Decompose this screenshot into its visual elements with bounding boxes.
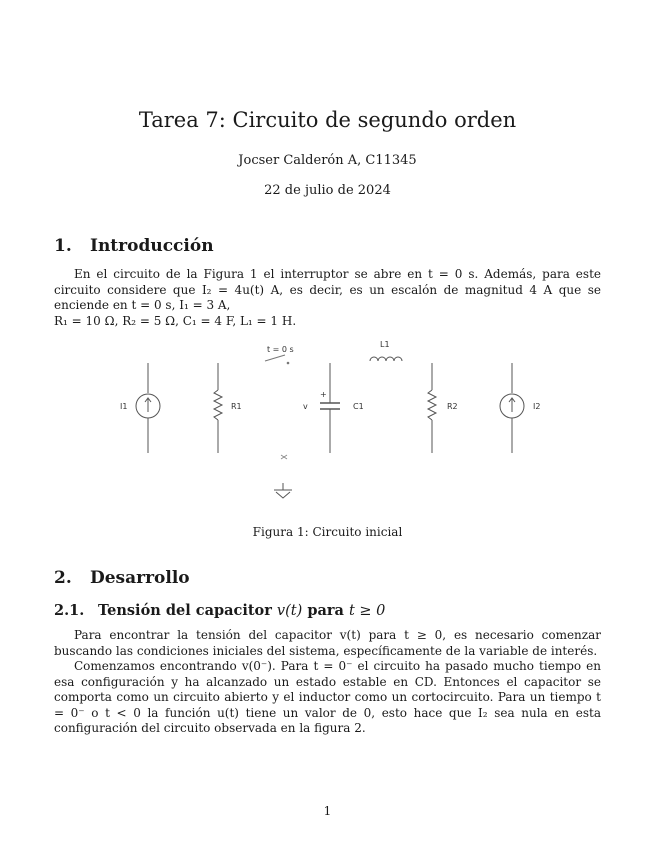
section-number: 1. [54, 236, 72, 256]
label-l1: L1 [380, 340, 390, 349]
desarrollo-paragraph-2: Comenzamos encontrando v(0⁻). Para t = 0⁻ el circuito ha pasado mucho tiempo en esa configuración y ha alcanzado un estado estable en CD. Entonces el capacitor se comporta como un circuito abierto y el inductor como un cortocircuito. Para un tiempo t = 0⁻ o t < 0 la función u(t) tiene un valor de 0, esto hace que I₂ sea nula en esta configuración del circuito observada en la figura 2. [54, 659, 601, 735]
date: 22 de julio de 2024 [264, 183, 391, 198]
section-title: Desarrollo [90, 568, 190, 588]
circuit-figure [100, 335, 560, 505]
intro-text: En el circuito de la Figura 1 el interruptor se abre en t = 0 s. Además, para este circuito considere que I₂ = 4u(t) A, es decir, es un escalón de magnitud 4 A que se enciende en t = 0 s, I₁ = 3 A, [54, 267, 601, 312]
inductor-l1 [370, 357, 402, 361]
paper-title: Tarea 7: Circuito de segundo orden [138, 108, 517, 132]
author: Jocser Calderón A, C11345 [238, 153, 417, 168]
resistor-r2 [428, 390, 436, 420]
label-i1: I1 [120, 402, 128, 411]
subsection-title-prefix: Tensión del capacitor [98, 602, 272, 619]
ground-icon [276, 492, 290, 498]
label-r2: R2 [447, 402, 458, 411]
subsection-heading [54, 602, 385, 619]
switch-blade [265, 355, 285, 361]
label-i2: I2 [533, 402, 541, 411]
subsection-number: 2.1. [54, 602, 85, 619]
section-heading-desarrollo [54, 568, 190, 588]
label-switch: t = 0 s [267, 345, 294, 354]
intro-text-values: R₁ = 10 Ω, R₂ = 5 Ω, C₁ = 4 F, L₁ = 1 H. [54, 313, 297, 328]
subsection-title-mid: para [307, 602, 344, 619]
resistor-r1 [214, 390, 222, 420]
intro-paragraph [54, 267, 601, 329]
desarrollo-paragraph-1: Para encontrar la tensión del capacitor v(t) para t ≥ 0, es necesario comenzar buscando las condiciones iniciales del sistema, específicamente de la variable de interés. [54, 628, 601, 658]
subsection-title-cond: t ≥ 0 [348, 603, 386, 619]
label-c1: C1 [353, 402, 364, 411]
switch-contact [287, 362, 290, 365]
label-v: v [303, 402, 308, 411]
section-title: Introducción [90, 236, 214, 256]
label-plus: + [320, 390, 327, 399]
section-number: 2. [54, 568, 72, 588]
subsection-title-math: v(t) [276, 603, 303, 619]
page-number: 1 [323, 804, 332, 818]
label-r1: R1 [231, 402, 242, 411]
section-heading-introduccion [54, 236, 214, 256]
figure-caption: Figura 1: Circuito inicial [252, 525, 403, 539]
